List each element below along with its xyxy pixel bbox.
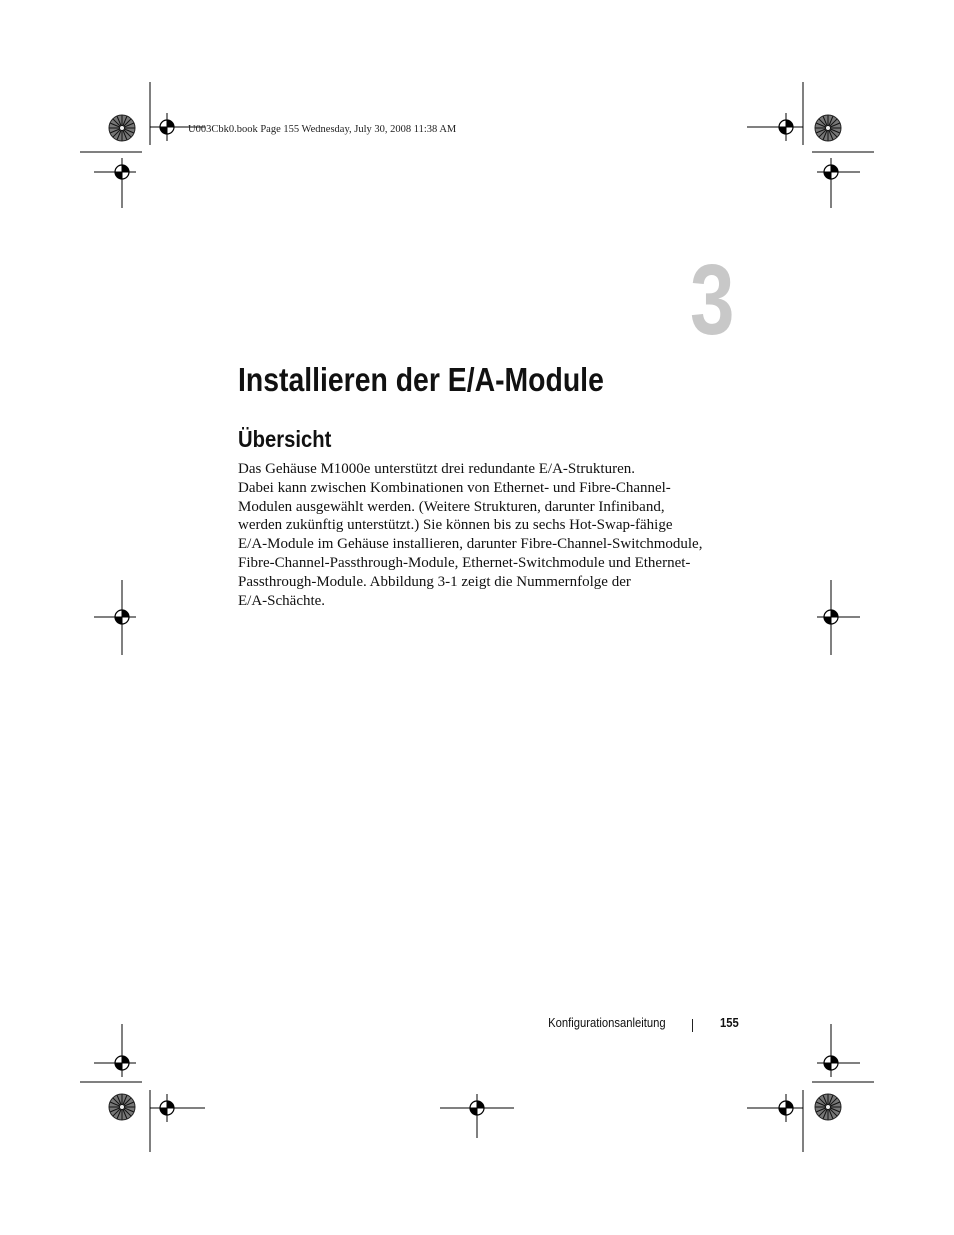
- body-line: Fibre-Channel-Passthrough-Module, Ethernet-Switchmodule und Ethernet-: [238, 554, 691, 571]
- page-number: 155: [720, 1016, 739, 1030]
- chapter-number: 3: [690, 244, 735, 356]
- footer-label: Konfigurationsanleitung: [548, 1016, 666, 1030]
- star-target-icon: [815, 1094, 841, 1120]
- body-line: Modulen ausgewählt werden. (Weitere Strukturen, darunter Infiniband,: [238, 498, 665, 515]
- crop-marks: [80, 82, 874, 1152]
- star-target-icon: [109, 115, 135, 141]
- star-target-icon: [109, 1094, 135, 1120]
- body-line: Das Gehäuse M1000e unterstützt drei redundante E/A-Strukturen.: [238, 461, 635, 477]
- section-heading: Übersicht: [238, 426, 332, 452]
- body-line: E/A-Schächte.: [238, 592, 326, 609]
- chapter-title: Installieren der E/A-Module: [238, 361, 604, 398]
- star-target-icon: [815, 115, 841, 141]
- body-line: werden zukünftig unterstützt.) Sie können bis zu sechs Hot-Swap-fähige: [238, 517, 673, 534]
- body-paragraph: [238, 460, 738, 610]
- footer-separator: [692, 1019, 693, 1032]
- body-line: Passthrough-Module. Abbildung 3-1 zeigt die Nummernfolge der: [238, 573, 631, 590]
- body-line: E/A-Module im Gehäuse installieren, darunter Fibre-Channel-Switchmodule,: [238, 536, 703, 553]
- body-line: Dabei kann zwischen Kombinationen von Ethernet- und Fibre-Channel-: [238, 479, 671, 496]
- print-slug: U003Cbk0.book Page 155 Wednesday, July 30, 2008 11:38 AM: [188, 124, 457, 135]
